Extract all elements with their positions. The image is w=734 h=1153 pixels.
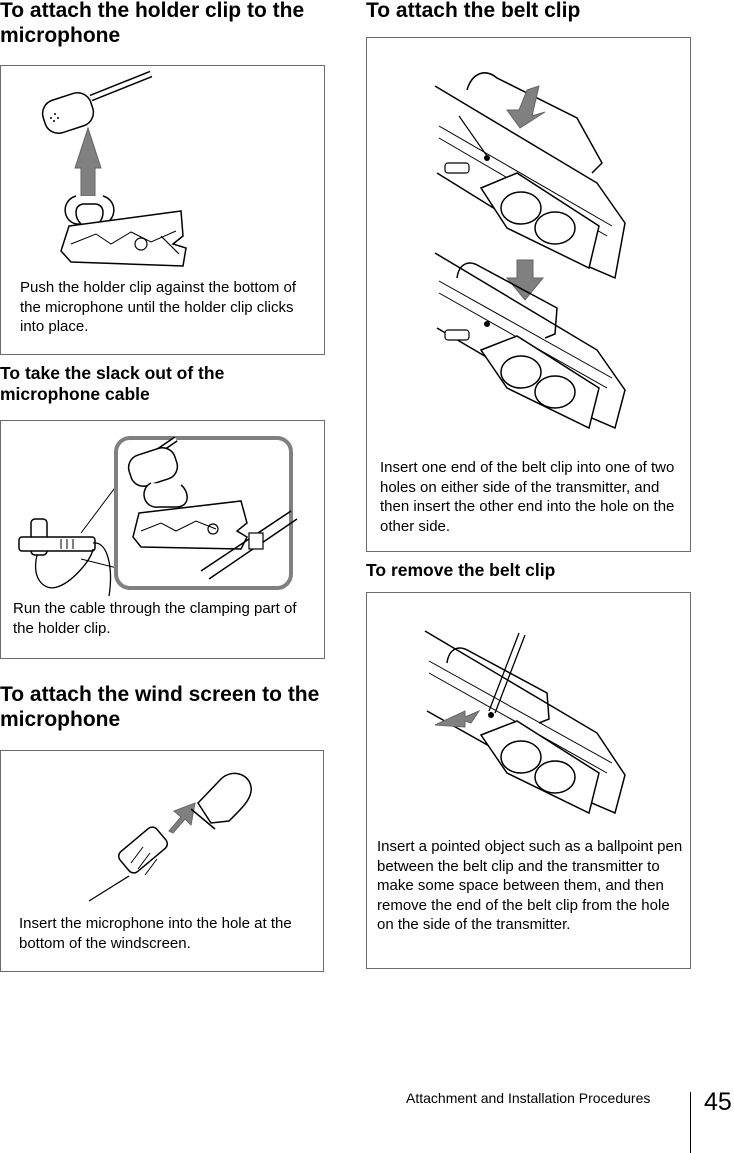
holder-clip-heading: To attach the holder clip to the microphone [0, 0, 305, 48]
cable-slack-figure-box [0, 420, 325, 659]
belt-clip-figure-box [366, 37, 691, 552]
footer-divider [690, 1092, 691, 1153]
remove-belt-clip-figure-box [366, 592, 691, 969]
wind-screen-figure-box [0, 750, 324, 972]
wind-screen-heading: To attach the wind screen to the microphone [0, 683, 320, 732]
page-number: 45 [704, 1088, 732, 1116]
remove-belt-clip-caption: Insert a pointed object such as a ballpoint pen between the belt clip and the transmitter to make some space between them, and then remove the end of the belt clip from the hole on the side of the transmitter. [377, 838, 683, 933]
footer-section-title: Attachment and Installation Procedures [406, 1090, 651, 1106]
wind-screen-caption: Insert the microphone into the hole at the bottom of the windscreen. [19, 915, 292, 952]
cable-slack-heading: To take the slack out of the microphone cable [0, 363, 225, 404]
belt-clip-caption: Insert one end of the belt clip into one of two holes on either side of the transmitter, and then insert the other end into the hole on the other side. [380, 459, 675, 535]
remove-belt-clip-heading: To remove the belt clip [366, 560, 556, 580]
cable-slack-caption: Run the cable through the clamping part of the holder clip. [13, 600, 297, 637]
holder-clip-figure-box [0, 65, 325, 355]
belt-clip-heading: To attach the belt clip [366, 0, 581, 22]
holder-clip-caption: Push the holder clip against the bottom of the microphone until the holder clip clicks into place. [20, 279, 297, 335]
